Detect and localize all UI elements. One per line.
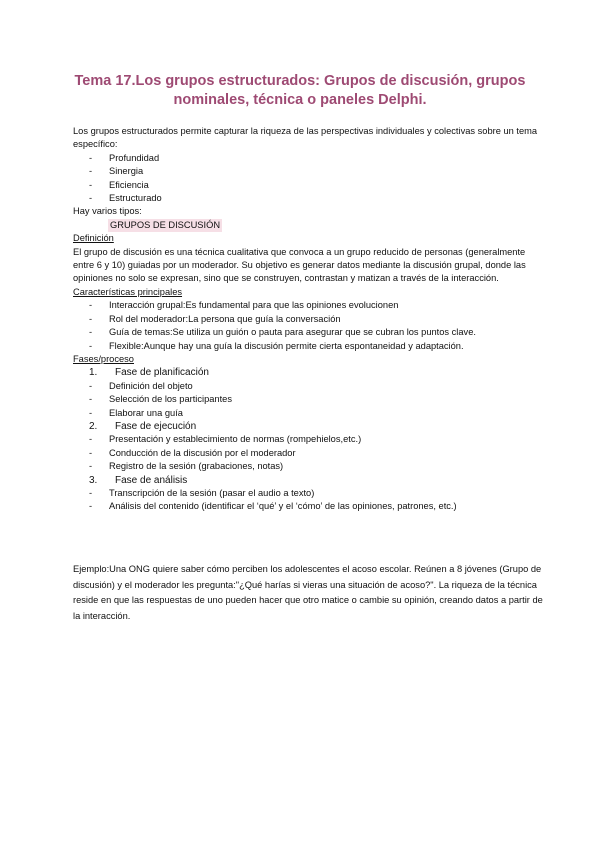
list-item: - Guía de temas:Se utiliza un guión o pauta para asegurar que se cubran los puntos clave. bbox=[89, 327, 476, 338]
fases-heading: Fases/proceso bbox=[73, 353, 134, 364]
list-item: - Eficiencia bbox=[89, 179, 149, 190]
list-item: - Elaborar una guía bbox=[89, 407, 183, 418]
definicion-paragraph: El grupo de discusión es una técnica cualitativa que convoca a un grupo reducido de personas (generalmente entre 6 y 10) guiadas por un moderador. Su objetivo es generar datos mediante la discusión grupal, donde las opiniones no solo se expresan, sino que se construyen, contrastan y matizan a través de la interacción. bbox=[73, 246, 526, 284]
list-item: - Estructurado bbox=[89, 193, 162, 204]
phase-title: 1. Fase de planificación bbox=[89, 367, 209, 379]
ejemplo-paragraph: Ejemplo:Una ONG quiere saber cómo perciben los adolescentes el acoso escolar. Reúnen a 8 jóvenes (Grupo de discusión) y el moderador les pregunta:"¿Qué harías si vieras una situación de acoso?". La riqueza de la técnica reside en que las respuestas de uno pueden hacer que otro matice o cambie su opinión, creando datos a partir de la interacción. bbox=[73, 564, 543, 621]
phase-title: 3. Fase de análisis bbox=[89, 474, 188, 486]
caracteristicas-list bbox=[73, 299, 543, 353]
list-item: - Sinergia bbox=[89, 166, 144, 177]
intro-bullet-list bbox=[73, 152, 543, 206]
list-item: - Interacción grupal:Es fundamental para que las opiniones evolucionen bbox=[89, 300, 399, 311]
phase-title: 2. Fase de ejecución bbox=[89, 420, 197, 432]
caracteristicas-heading: Características principales bbox=[73, 286, 183, 297]
fases-list bbox=[73, 366, 543, 513]
document-body bbox=[73, 125, 543, 514]
list-item: - Registro de la sesión (grabaciones, notas) bbox=[89, 461, 284, 472]
list-item: - Flexible:Aunque hay una guía la discusión permite cierta espontaneidad y adaptación. bbox=[89, 340, 464, 351]
list-item: - Conducción de la discusión por el moderador bbox=[89, 447, 296, 458]
list-item: - Selección de los participantes bbox=[89, 394, 232, 405]
intro-paragraph: Los grupos estructurados permite capturar la riqueza de las perspectivas individuales y colectivas sobre un tema específico: bbox=[73, 126, 538, 150]
tipos-label: Hay varios tipos: bbox=[73, 206, 142, 217]
section-title: GRUPOS DE DISCUSIÓN bbox=[108, 219, 222, 232]
list-item: - Presentación y establecimiento de normas (rompehielos,etc.) bbox=[89, 434, 362, 445]
list-item: - Análisis del contenido (identificar el ‘qué’ y el ‘cómo’ de las opiniones, patrones, etc.) bbox=[89, 501, 457, 512]
list-item: - Profundidad bbox=[89, 152, 160, 163]
document-title: Tema 17.Los grupos estructurados: Grupos de discusión, grupos nominales, técnica o paneles Delphi. bbox=[74, 73, 526, 108]
list-item: - Rol del moderador:La persona que guía la conversación bbox=[89, 313, 341, 324]
definicion-heading: Definición bbox=[73, 233, 114, 244]
list-item: - Transcripción de la sesión (pasar el audio a texto) bbox=[89, 487, 315, 498]
list-item: - Definición del objeto bbox=[89, 380, 193, 391]
